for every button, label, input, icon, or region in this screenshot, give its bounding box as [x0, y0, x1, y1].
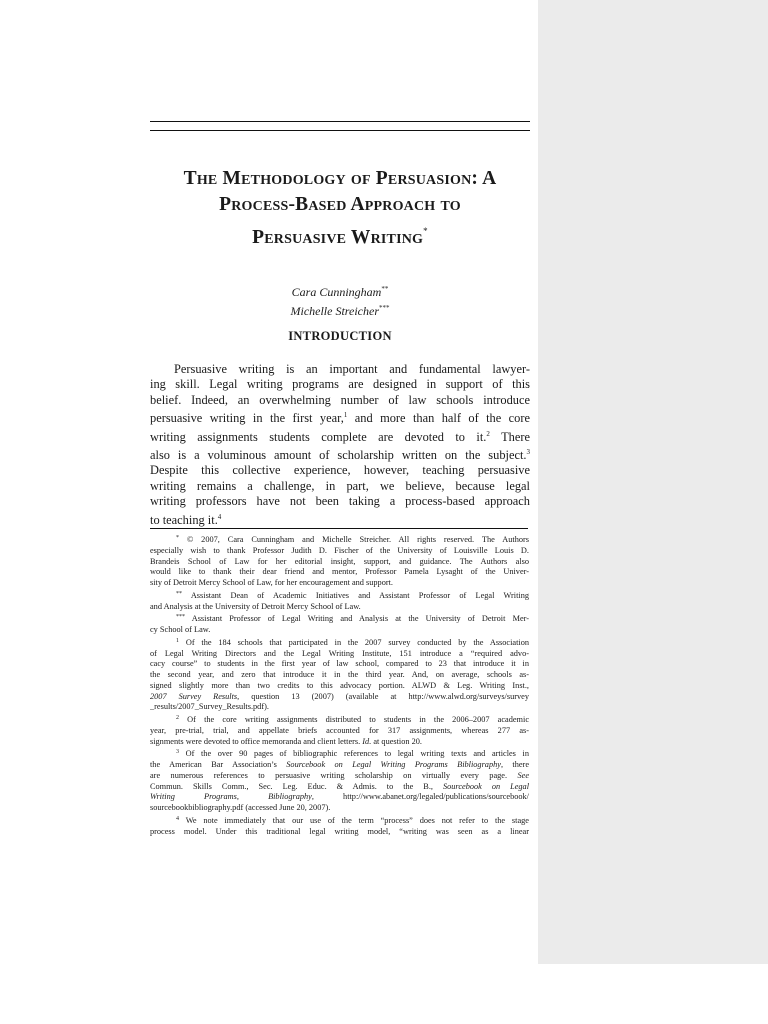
- body-line: ing skill. Legal writing programs are designed in support of this: [150, 377, 530, 392]
- footnote-line: process model. Under this traditional legal writing model, “writing was seen as a linear: [150, 826, 529, 836]
- footnote-line: $^2$ Of the core writing assignments distributed to students in the 2006–2007 academic: [176, 715, 529, 724]
- title-line-3: Persuasive Writing*: [252, 226, 428, 248]
- footnote-line: are numerous references to persuasive writing scholarship on virtually every page. See: [150, 770, 529, 780]
- footnote-separator: [150, 528, 528, 529]
- viewer-side-panel: [538, 0, 768, 964]
- footnote-line: 2007 Survey Results, question 13 (2007) (available at http://www.alwd.org/surveys/survey: [150, 691, 529, 701]
- footnote-line: $^3$ Of the over 90 pages of bibliographic references to legal writing texts and articles in: [176, 749, 529, 759]
- footnote-line: $^4$ We note immediately that our use of the term “process” does not refer to the stage: [176, 815, 529, 825]
- footnote-line: and Analysis at the University of Detroit Mercy School of Law.: [150, 601, 361, 611]
- footnote-ref-1[interactable]: 1: [343, 411, 348, 420]
- footnote-line: cy School of Law.: [150, 625, 211, 634]
- body-line: to teaching it.$^4$: [150, 512, 222, 527]
- footnote-line: sourcebookbibliography.pdf (accessed June 20, 2007).: [150, 803, 331, 812]
- footnote-marker: 3: [176, 749, 179, 756]
- footnote-line: _results/2007_Survey_Results.pdf).: [150, 702, 269, 712]
- footnote-line: the American Bar Association’s Sourcebook on Legal Writing Programs Bibliography, there: [150, 760, 529, 769]
- footnote-marker: 4: [176, 815, 179, 822]
- footnote-line: Writing Programs, Bibliography, http://www.abanet.org/legaled/publications/sourcebook/: [150, 792, 529, 802]
- body-line: Despite this collective experience, however, teaching persuasive: [150, 463, 530, 478]
- footnote-marker: 1: [176, 637, 179, 644]
- footnote-marker: *: [176, 535, 179, 541]
- footnote-line: $^1$ Of the 184 schools that participated in the 2007 survey conducted by the Association: [176, 637, 529, 647]
- body-line: belief. Indeed, an overwhelming number of law schools introduce: [150, 392, 530, 407]
- footnote-ref-3[interactable]: 3: [526, 448, 530, 457]
- footnote-line: * © 2007, Cara Cunningham and Michelle Streicher. All rights reserved. The Authors: [176, 535, 529, 544]
- footnote-line: ** Assistant Dean of Academic Initiatives and Assistant Professor of Legal Writing: [176, 590, 529, 600]
- footnote-ref-2[interactable]: 2: [486, 429, 490, 438]
- footnote-line: the second year, and zero that introduce it in the third year. And, on average, schools as-: [150, 670, 529, 679]
- footnote-line: *** Assistant Professor of Legal Writing and Analysis at the University of Detroit Mer-: [176, 614, 529, 624]
- title-line-1: The Methodology of Persuasion: A: [183, 168, 497, 189]
- footnote-marker: ***: [176, 614, 185, 621]
- body-line: writing professors have not been taking a process-based approach: [150, 494, 530, 509]
- title-footnote-marker[interactable]: *: [423, 226, 428, 236]
- body-line: persuasive writing in the first year,$^1$ and more than half of the core: [150, 411, 530, 426]
- footnote-line: cacy course” to students in the first year of law school, compared to 23 that introduce it in: [150, 659, 529, 669]
- body-line: writing assignments students complete are devoted to it.$^2$ There: [150, 429, 531, 444]
- footnote-line: year, pre-trial, trial, and appellate briefs accounted for 317 assignments, whereas 277 as-: [150, 725, 529, 735]
- footnote-line: Brandeis School of Law for her editorial insight, support, and guidance. The Authors also: [150, 556, 529, 566]
- intro-paragraph: [150, 362, 530, 528]
- body-line: Persuasive writing is an important and fundamental lawyer-: [174, 362, 530, 376]
- footnote-line: signed slightly more than two credits to this advocacy portion. ALWD & Leg. Writing Inst.,: [150, 680, 529, 690]
- section-heading: INTRODUCTION: [288, 329, 392, 343]
- footnote-marker: 2: [176, 715, 179, 721]
- author-2: Michelle Streicher***: [290, 303, 390, 318]
- body-line: also is a voluminous amount of scholarship written on the subject.$^3$: [150, 448, 530, 463]
- footnote-line: signments were devoted to office memoranda and client letters. Id. at question 20.: [150, 736, 422, 746]
- author-1: Cara Cunningham**: [291, 285, 389, 299]
- footnote-ref-4[interactable]: 4: [217, 512, 222, 521]
- header-rule: [150, 121, 530, 122]
- footnote-line: especially wish to thank Professor Judith D. Fischer of the University of Louisville Louis D.: [150, 545, 529, 555]
- authors: [150, 282, 530, 319]
- author-1-footnote-marker[interactable]: **: [381, 285, 389, 293]
- article-title: [150, 166, 530, 251]
- footnotes: [150, 533, 529, 837]
- header-rule-secondary: [150, 130, 530, 131]
- footnote-line: would like to thank their dear friend and mentor, Professor Pamela Lysaght of the Univer-: [150, 567, 529, 577]
- footnote-line: Commun. Skills Comm., Sec. Leg. Educ. & Admis. to the B., Sourcebook on Legal: [150, 781, 529, 791]
- author-2-footnote-marker[interactable]: ***: [379, 303, 390, 312]
- footnote-marker: **: [176, 590, 182, 597]
- footnote-line: sity of Detroit Mercy School of Law, for her encouragement and support.: [150, 578, 393, 587]
- footnote-line: of Legal Writing Directors and the Legal Writing Institute, 151 introduce a “required advo-: [150, 648, 529, 658]
- title-line-2: Process-Based Approach to: [219, 194, 461, 215]
- body-line: writing remains a challenge, in part, we believe, because legal: [150, 478, 530, 493]
